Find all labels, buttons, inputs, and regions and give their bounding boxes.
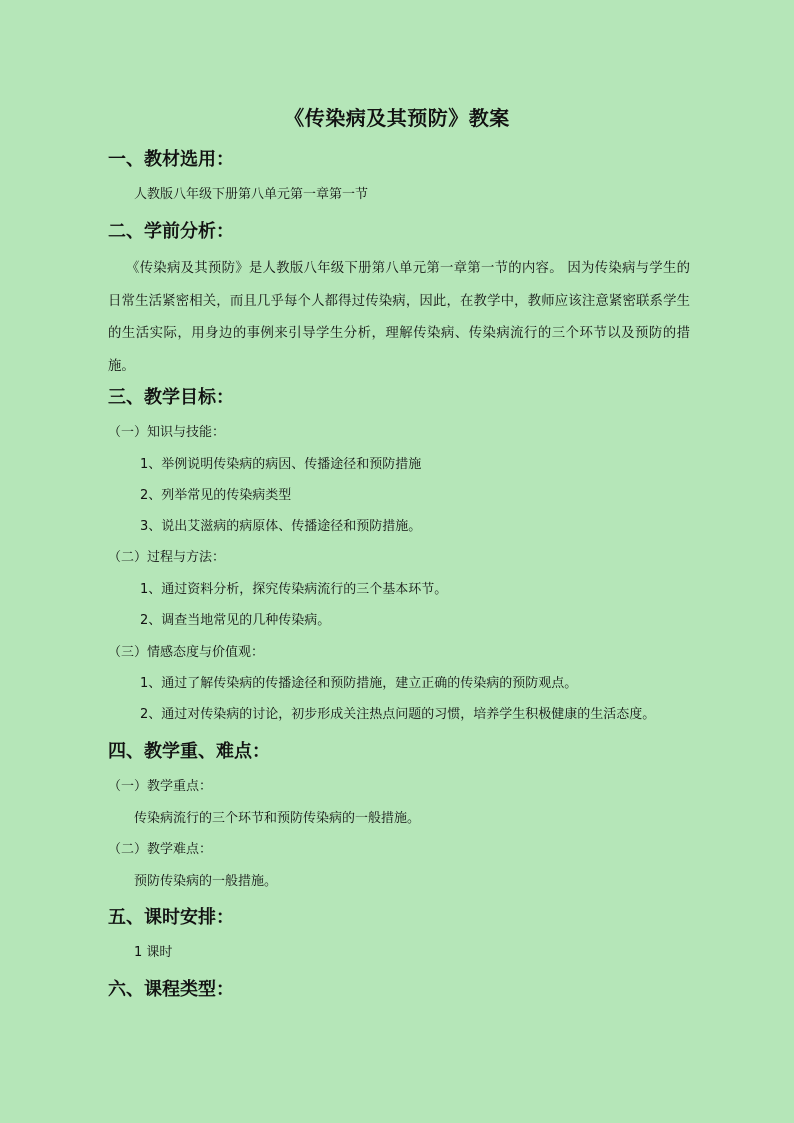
section-heading-analysis: 二、学前分析：: [108, 221, 234, 242]
keypoints-sub-difficulty: （二）教学难点：: [108, 842, 213, 857]
document-title: 《传染病及其预防》教案: [284, 106, 510, 130]
objective-item: 2、通过对传染病的讨论，初步形成关注热点问题的习惯，培养学生积极健康的生活态度。: [140, 707, 656, 722]
keypoints-sub-focus: （一）教学重点：: [108, 779, 213, 794]
objective-item: 1、通过资料分析，探究传染病流行的三个基本环节。: [140, 582, 448, 597]
keypoints-focus-text: 传染病流行的三个环节和预防传染病的一般措施。: [134, 811, 421, 826]
objective-item: 2、调查当地常见的几种传染病。: [140, 613, 331, 628]
section-heading-schedule: 五、课时安排：: [108, 907, 234, 928]
objective-item: 2、列举常见的传染病类型: [140, 488, 292, 503]
objectives-sub-knowledge: （一）知识与技能：: [108, 425, 226, 440]
objective-item: 1、举例说明传染病的病因、传播途径和预防措施: [140, 457, 422, 472]
section-heading-textbook: 一、教材选用：: [108, 149, 234, 170]
keypoints-difficulty-text: 预防传染病的一般措施。: [134, 874, 278, 889]
objectives-sub-process: （二）过程与方法：: [108, 550, 226, 565]
schedule-text: 1 课时: [134, 945, 173, 960]
analysis-paragraph: 《传染病及其预防》是人教版八年级下册第八单元第一章第一节的内容。 因为传染病与学生的日常生活紧密相关，而且几乎每个人都得过传染病，因此，在教学中，教师应该注意紧密联系学生的生活实际，用身边的事例来引导学生分析，理解传染病、传染病流行的三个环节以及预防的措施。: [108, 261, 690, 374]
section-heading-course-type: 六、课程类型：: [108, 979, 234, 1000]
section-heading-objectives: 三、教学目标：: [108, 387, 234, 408]
textbook-text: 人教版八年级下册第八单元第一章第一节: [134, 187, 369, 202]
objective-item: 3、说出艾滋病的病原体、传播途径和预防措施。: [140, 519, 422, 534]
objective-item: 1、通过了解传染病的传播途径和预防措施，建立正确的传染病的预防观点。: [140, 676, 578, 691]
objectives-sub-attitude: （三）情感态度与价值观：: [108, 645, 265, 660]
section-heading-keypoints: 四、教学重、难点：: [108, 741, 270, 762]
